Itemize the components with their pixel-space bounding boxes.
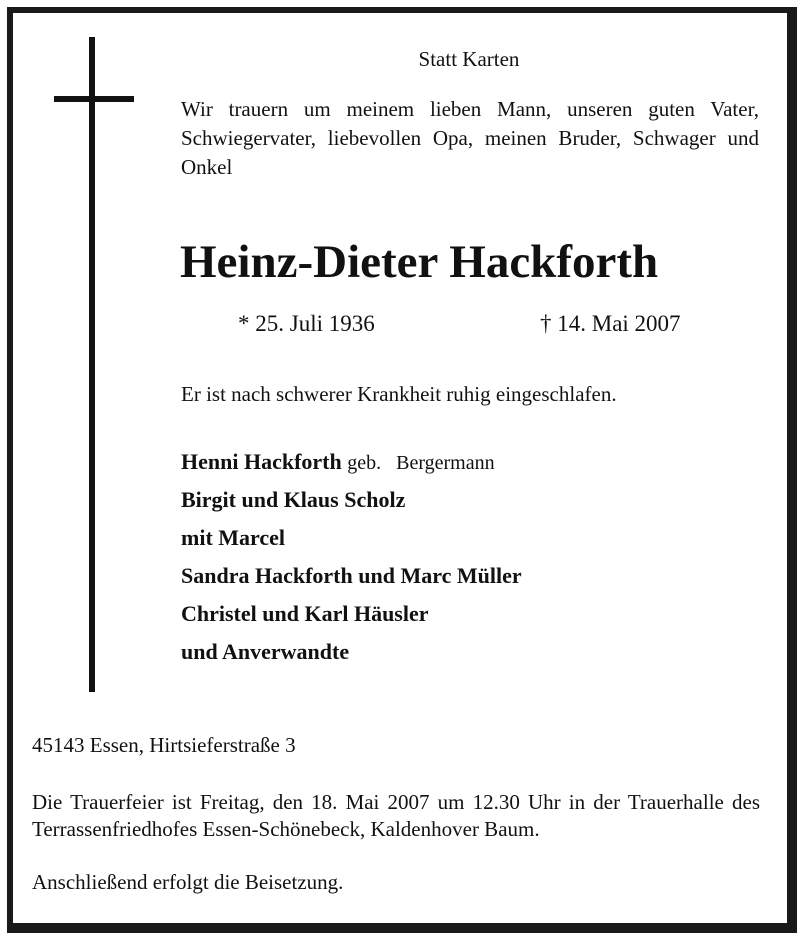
notice-heading: Statt Karten bbox=[418, 47, 520, 71]
mourners-list bbox=[181, 449, 522, 677]
mourner-name: Birgit und Klaus Scholz bbox=[181, 487, 406, 512]
maiden-name: Bergermann bbox=[396, 452, 495, 474]
mourner-name: Sandra Hackforth und Marc Müller bbox=[181, 563, 522, 588]
mourner-item bbox=[181, 449, 522, 487]
mourner-name: und Anverwandte bbox=[181, 639, 350, 664]
family-address: 45143 Essen, Hirtsieferstraße 3 bbox=[32, 733, 296, 757]
mourner-item bbox=[181, 525, 522, 563]
mourner-name: Christel und Karl Häusler bbox=[181, 601, 429, 626]
mourner-name: Henni Hackforth bbox=[181, 449, 342, 474]
mourner-item bbox=[181, 601, 522, 639]
mourner-name: mit Marcel bbox=[181, 525, 286, 550]
mourner-item bbox=[181, 563, 522, 601]
intro-text: Wir trauern um meinem lieben Mann, unseren guten Vater, Schwiegervater, liebevollen Opa, meinen Bruder, Schwager und Onkel bbox=[181, 97, 759, 179]
mourner-item bbox=[181, 639, 522, 677]
death-date: † 14. Mai 2007 bbox=[540, 311, 681, 336]
burial-text: Anschließend erfolgt die Beisetzung. bbox=[32, 870, 344, 894]
deceased-name: Heinz-Dieter Hackforth bbox=[180, 236, 659, 288]
mourner-item bbox=[181, 487, 522, 525]
funeral-ceremony-text bbox=[32, 789, 760, 843]
maiden-name-prefix: geb. bbox=[347, 452, 382, 474]
cross-horizontal-bar bbox=[54, 96, 134, 102]
maiden-name-note bbox=[347, 452, 494, 474]
death-statement: Er ist nach schwerer Krankheit ruhig eingeschlafen. bbox=[181, 382, 617, 406]
ceremony-details: Die Trauerfeier ist Freitag, den 18. Mai 2007 um 12.30 Uhr in der Trauerhalle des Terrassenfriedhofes Essen-Schönebeck, Kaldenhover Baum. bbox=[32, 790, 760, 841]
cross-vertical-bar bbox=[89, 37, 95, 692]
birth-date: * 25. Juli 1936 bbox=[238, 311, 375, 336]
